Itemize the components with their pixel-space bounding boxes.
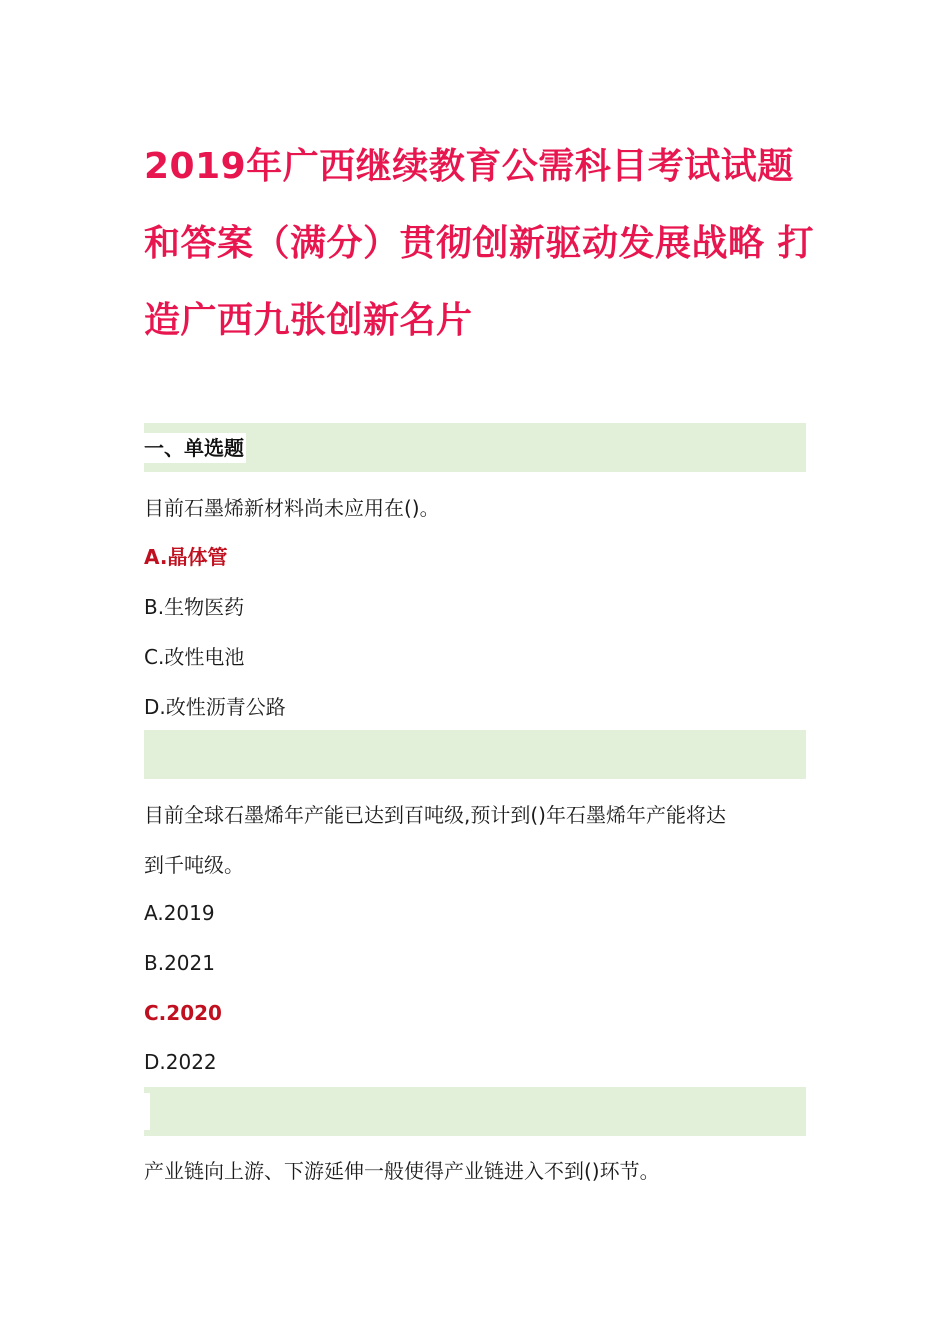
text-cursor-mark [144,1093,150,1130]
question-2-text-line-2: 到千吨级。 [144,853,244,877]
question-1-option-c: C.改性电池 [144,645,245,669]
question-separator-band [144,730,806,779]
section-heading-band [144,423,806,472]
question-2-option-b: B.2021 [144,951,215,975]
question-2-option-d: D.2022 [144,1050,217,1074]
title-line-1: 2019年广西继续教育公需科目考试试题 [144,146,794,187]
question-2-text-line-1: 目前全球石墨烯年产能已达到百吨级,预计到()年石墨烯年产能将达 [144,803,726,827]
section-heading: 一、单选题 [144,433,246,463]
question-1-text: 目前石墨烯新材料尚未应用在()。 [144,496,440,520]
question-2-option-c: C.2020 [144,1001,222,1025]
document-title [144,128,814,359]
question-3-text: 产业链向上游、下游延伸一般使得产业链进入不到()环节。 [144,1159,660,1183]
question-1-option-a: A.晶体管 [144,545,228,569]
question-1-option-d: D.改性沥青公路 [144,695,286,719]
question-1-option-b: B.生物医药 [144,595,245,619]
question-2-option-a: A.2019 [144,901,215,925]
title-line-2: 和答案（满分）贯彻创新驱动发展战略 打 [144,223,815,264]
question-separator-band [144,1087,806,1136]
title-line-3: 造广西九张创新名片 [144,300,473,341]
